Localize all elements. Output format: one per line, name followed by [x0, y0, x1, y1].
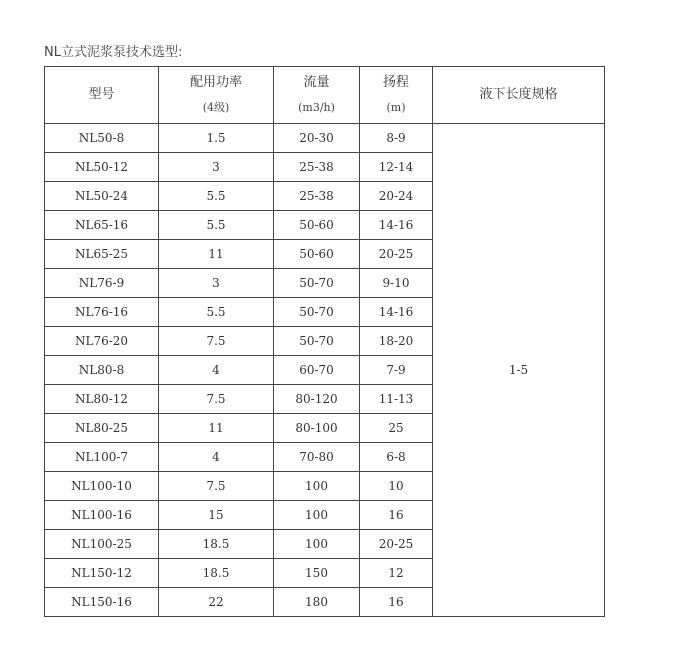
cell-head: 6-8 [360, 443, 433, 472]
header-model [45, 67, 159, 124]
cell-flow: 80-100 [274, 414, 360, 443]
cell-power: 3 [159, 269, 274, 298]
cell-flow: 100 [274, 472, 360, 501]
cell-flow: 50-70 [274, 298, 360, 327]
cell-head: 16 [360, 501, 433, 530]
cell-model: NL65-25 [45, 240, 159, 269]
cell-head: 14-16 [360, 211, 433, 240]
cell-head: 8-9 [360, 124, 433, 153]
cell-model: NL100-25 [45, 530, 159, 559]
cell-power: 22 [159, 588, 274, 617]
cell-flow: 50-60 [274, 211, 360, 240]
cell-power: 3 [159, 153, 274, 182]
cell-head: 9-10 [360, 269, 433, 298]
cell-head: 20-24 [360, 182, 433, 211]
cell-model: NL76-20 [45, 327, 159, 356]
cell-flow: 100 [274, 530, 360, 559]
header-head-label: 扬程 [382, 75, 409, 90]
cell-model: NL100-10 [45, 472, 159, 501]
header-power-unit: (4级) [202, 101, 230, 114]
cell-power: 5.5 [159, 182, 274, 211]
cell-flow: 50-70 [274, 269, 360, 298]
cell-flow: 60-70 [274, 356, 360, 385]
cell-power: 4 [159, 443, 274, 472]
header-row [45, 67, 605, 124]
cell-model: NL100-16 [45, 501, 159, 530]
cell-head: 16 [360, 588, 433, 617]
table-row [45, 124, 605, 153]
header-flow [274, 67, 360, 124]
cell-model: NL150-16 [45, 588, 159, 617]
cell-flow: 70-80 [274, 443, 360, 472]
cell-power: 7.5 [159, 385, 274, 414]
cell-model: NL76-16 [45, 298, 159, 327]
cell-flow: 150 [274, 559, 360, 588]
spec-table [44, 66, 605, 617]
cell-model: NL80-25 [45, 414, 159, 443]
header-head-unit: (m) [386, 101, 406, 114]
cell-head: 7-9 [360, 356, 433, 385]
header-power-label: 配用功率 [189, 75, 242, 90]
cell-model: NL80-12 [45, 385, 159, 414]
header-head [360, 67, 433, 124]
cell-model: NL150-12 [45, 559, 159, 588]
cell-head: 10 [360, 472, 433, 501]
table-header [45, 67, 605, 124]
cell-flow: 50-70 [274, 327, 360, 356]
cell-head: 11-13 [360, 385, 433, 414]
cell-head: 12 [360, 559, 433, 588]
cell-power: 11 [159, 240, 274, 269]
cell-model: NL100-7 [45, 443, 159, 472]
header-length [433, 67, 605, 124]
cell-model: NL65-16 [45, 211, 159, 240]
header-flow-label: 流量 [303, 75, 330, 90]
cell-flow: 80-120 [274, 385, 360, 414]
cell-head: 20-25 [360, 530, 433, 559]
cell-flow: 100 [274, 501, 360, 530]
cell-head: 20-25 [360, 240, 433, 269]
cell-flow: 25-38 [274, 182, 360, 211]
cell-model: NL50-12 [45, 153, 159, 182]
header-model-label: 型号 [88, 87, 115, 102]
cell-power: 11 [159, 414, 274, 443]
cell-head: 14-16 [360, 298, 433, 327]
cell-power: 18.5 [159, 559, 274, 588]
cell-model: NL76-9 [45, 269, 159, 298]
cell-power: 4 [159, 356, 274, 385]
cell-flow: 20-30 [274, 124, 360, 153]
cell-model: NL50-24 [45, 182, 159, 211]
cell-power: 5.5 [159, 298, 274, 327]
cell-power: 18.5 [159, 530, 274, 559]
cell-power: 15 [159, 501, 274, 530]
cell-flow: 25-38 [274, 153, 360, 182]
cell-head: 18-20 [360, 327, 433, 356]
cell-head: 25 [360, 414, 433, 443]
cell-flow: 50-60 [274, 240, 360, 269]
cell-power: 5.5 [159, 211, 274, 240]
cell-power: 7.5 [159, 472, 274, 501]
header-flow-unit: (m3/h) [298, 101, 335, 114]
cell-power: 1.5 [159, 124, 274, 153]
header-power [159, 67, 274, 124]
header-length-label: 液下长度规格 [479, 87, 558, 102]
cell-model: NL80-8 [45, 356, 159, 385]
cell-length-merged: 1-5 [433, 124, 605, 617]
cell-model: NL50-8 [45, 124, 159, 153]
table-title: NL立式泥浆泵技术选型: [44, 45, 183, 60]
cell-power: 7.5 [159, 327, 274, 356]
table-body [45, 124, 605, 617]
cell-head: 12-14 [360, 153, 433, 182]
cell-flow: 180 [274, 588, 360, 617]
